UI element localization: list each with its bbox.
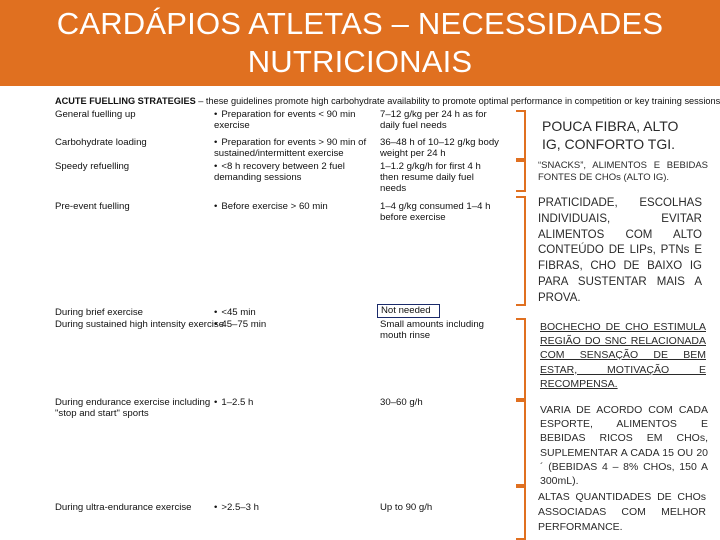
row-amount: Up to 90 g/h [380, 502, 433, 513]
title-banner [0, 0, 720, 86]
row-label: General fuelling up [55, 109, 136, 120]
not-needed-box: Not needed [377, 304, 440, 318]
row-amount: 1–4 g/kg consumed 1–4 h before exercise [380, 201, 491, 223]
row-timing [214, 201, 379, 212]
page-title-line1: CARDÁPIOS ATLETAS – NECESSIDADES [56, 6, 664, 41]
row-timing [214, 319, 379, 330]
row-amount: 7–12 g/kg per 24 h as for daily fuel needs [380, 109, 487, 131]
row-timing-text: <45 min [221, 307, 256, 318]
row-timing [214, 161, 379, 183]
note-mouth-rinse: BOCHECHO DE CHO ESTIMULA REGIÃO DO SNC RELACIONADA COM SENSAÇÃO DE BEM ESTAR, MOTIVAÇÃO E RECOMPENSA. [540, 321, 706, 390]
row-label: During endurance exercise including "stop and start" sports [55, 397, 211, 419]
bracket-6 [516, 486, 526, 540]
row-label: Carbohydrate loading [55, 137, 147, 148]
table-title-bold: ACUTE FUELLING STRATEGIES [55, 96, 196, 106]
bracket-4 [516, 318, 526, 400]
page-title-line2: NUTRICIONAIS [247, 44, 473, 79]
table-title [55, 96, 720, 106]
note-low-fiber: POUCA FIBRA, ALTO IG, CONFORTO TGI. [542, 118, 679, 152]
note-ultra-endurance: ALTAS QUANTIDADES DE CHOs ASSOCIADAS COM MELHOR PERFORMANCE. [538, 491, 706, 533]
row-amount: Small amounts including mouth rinse [380, 319, 484, 341]
row-label: Speedy refuelling [55, 161, 130, 172]
row-timing-text: Before exercise > 60 min [221, 201, 328, 212]
note-endurance: VARIA DE ACORDO COM CADA ESPORTE, ALIMENTOS E BEBIDAS RICOS EM CHOs, SUPLEMENTAR A CADA 15 OU 20´ (BEBIDAS 4 – 8% CHOs, 150 A 300mL). [540, 404, 708, 488]
note-snacks: “SNACKS”, ALIMENTOS E BEBIDAS FONTES DE CHOs (ALTO IG). [538, 160, 708, 183]
row-timing [214, 307, 379, 318]
bracket-2 [516, 158, 526, 192]
row-label: During brief exercise [55, 307, 143, 318]
row-timing [214, 109, 379, 131]
table-title-rest: – these guidelines promote high carbohydrate availability to promote optimal performance in competition or key training sessions [195, 96, 720, 106]
bracket-1 [516, 110, 526, 162]
row-timing-text: Preparation for events > 90 min of sustained/intermittent exercise [214, 137, 367, 159]
row-timing-text: 1–2.5 h [221, 397, 254, 408]
row-label: Pre-event fuelling [55, 201, 130, 212]
row-timing [214, 502, 379, 513]
row-timing-text: >2.5–3 h [221, 502, 259, 513]
row-amount: 30–60 g/h [380, 397, 423, 408]
row-label: During sustained high intensity exercise [55, 319, 225, 330]
bracket-5 [516, 400, 526, 486]
row-amount: 1–1.2 g/kg/h for first 4 h then resume daily fuel needs [380, 161, 481, 194]
row-timing-text: 45–75 min [221, 319, 267, 330]
row-timing [214, 397, 379, 408]
note-practicality: PRATICIDADE, ESCOLHAS INDIVIDUAIS, EVITAR ALIMENTOS COM ALTO CONTEÚDO DE LIPs, PTNs E FIBRAS, CHO DE BAIXO IG PARA SUSTENTAR MAIS A PROVA. [538, 197, 702, 304]
row-timing [214, 137, 379, 159]
row-amount: 36–48 h of 10–12 g/kg body weight per 24 h [380, 137, 499, 159]
row-timing-text: <8 h recovery between 2 fuel demanding sessions [214, 161, 345, 183]
bracket-3 [516, 196, 526, 306]
row-label: During ultra-endurance exercise [55, 502, 192, 513]
row-timing-text: Preparation for events < 90 min exercise [214, 109, 356, 131]
